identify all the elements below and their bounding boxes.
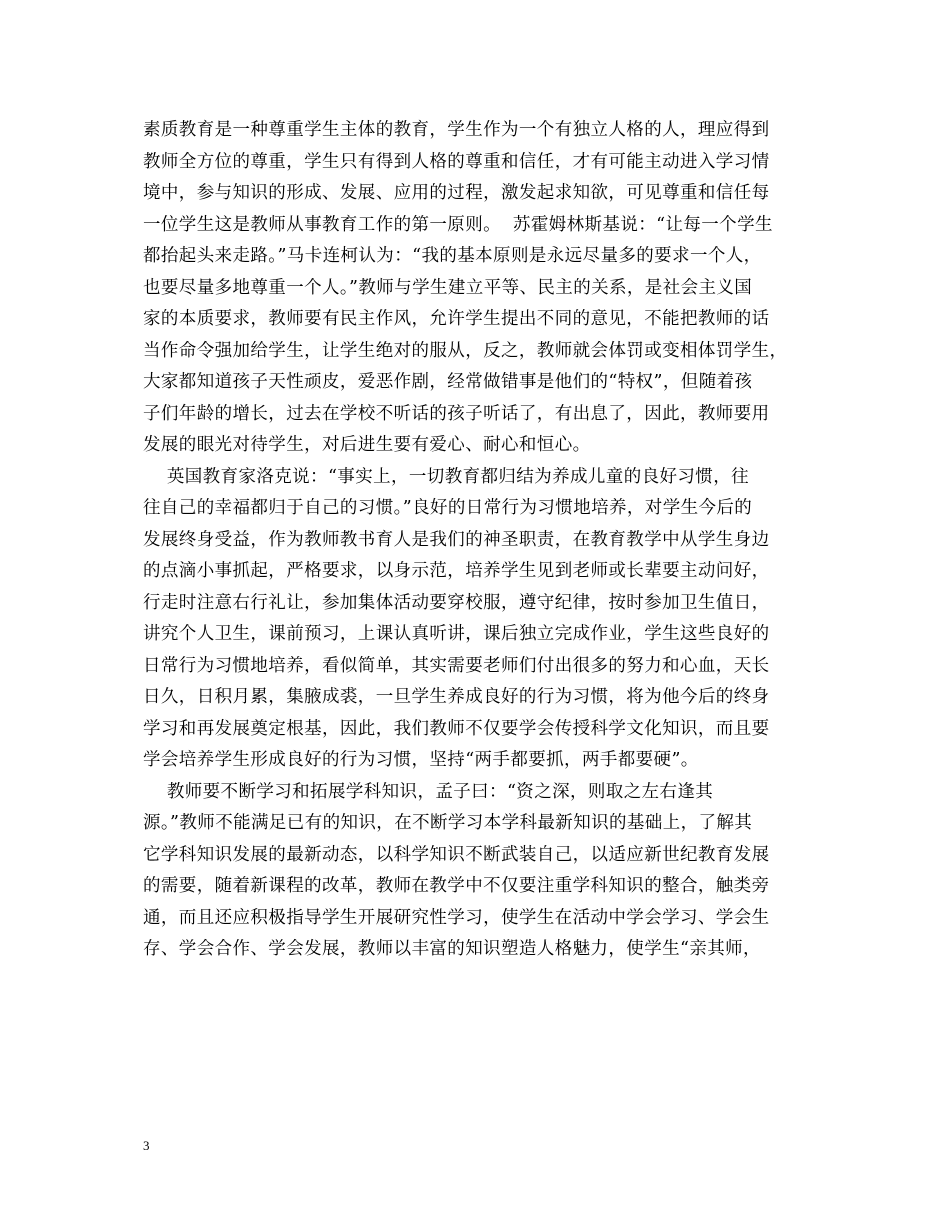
text-line: 境中，参与知识的形成、发展、应用的过程，激发起求知欲，可见尊重和信任每 bbox=[143, 183, 770, 203]
text-line: 大家都知道孩子天性顽皮，爱恶作剧，经常做错事是他们的“特权”，但随着孩 bbox=[143, 372, 753, 392]
text-line: 都抬起头来走路。”马卡连柯认为：“我的基本原则是永远尽量多的要求一个人， bbox=[143, 246, 762, 266]
text-line: 日常行为习惯地培养，看似简单，其实需要老师们付出很多的努力和心血，天长 bbox=[143, 655, 770, 676]
text-line: 讲究个人卫生，课前预习，上课认真听讲，课后独立完成作业，学生这些良好的 bbox=[143, 624, 770, 644]
text-line: 发展的眼光对待学生，对后进生要有爱心、耐心和恒心。 bbox=[143, 435, 591, 455]
text-line: 往自己的幸福都归于自己的习惯。”良好的日常行为习惯地培养，对学生今后的 bbox=[143, 498, 753, 518]
text-line: 通，而且还应积极指导学生开展研究性学习，使学生在活动中学会学习、学会生 bbox=[143, 907, 770, 928]
text-line: 一位学生这是教师从事教育工作的第一原则。 苏霍姆林斯基说：“让每一个学生 bbox=[143, 214, 773, 235]
text-line: 的点滴小事抓起，严格要求，以身示范，培养学生见到老师或长辈要主动问好， bbox=[143, 561, 770, 581]
text-line: 的需要，随着新课程的改革，教师在教学中不仅要注重学科知识的整合，触类旁 bbox=[143, 876, 770, 896]
text-line: 当作命令强加给学生，让学生绝对的服从，反之，教师就会体罚或变相体罚学生， bbox=[143, 340, 788, 361]
text-line: 发展终身受益，作为教师教书育人是我们的神圣职责，在教育教学中从学生身边 bbox=[143, 529, 770, 550]
text-line: 教师要不断学习和拓展学科知识，孟子曰：“资之深，则取之左右逢其 bbox=[143, 781, 714, 802]
text-line: 素质教育是一种尊重学生主体的教育，学生作为一个有独立人格的人，理应得到 bbox=[143, 120, 770, 140]
text-line: 它学科知识发展的最新动态，以科学知识不断武装自己，以适应新世纪教育发展 bbox=[143, 844, 770, 865]
paragraph bbox=[143, 115, 815, 462]
text-line: 学习和再发展奠定根基，因此，我们教师不仅要学会传授科学文化知识，而且要 bbox=[143, 718, 770, 739]
text-line: 家的本质要求，教师要有民主作风，允许学生提出不同的意见，不能把教师的话 bbox=[143, 309, 770, 329]
text-line: 行走时注意右行礼让，参加集体活动要穿校服，遵守纪律，按时参加卫生值日， bbox=[143, 592, 770, 613]
body-text bbox=[143, 115, 815, 966]
text-line: 英国教育家洛克说：“事实上，一切教育都归结为养成儿童的良好习惯，往 bbox=[143, 466, 749, 487]
text-line: 教师全方位的尊重，学生只有得到人格的尊重和信任，才有可能主动进入学习情 bbox=[143, 151, 770, 172]
text-line: 日久，日积月累，集腋成裘，一旦学生养成良好的行为习惯，将为他今后的终身 bbox=[143, 687, 770, 707]
text-line: 学会培养学生形成良好的行为习惯，坚持“两手都要抓，两手都要硬”。 bbox=[143, 750, 699, 770]
paragraph bbox=[143, 462, 815, 777]
text-line: 存、学会合作、学会发展，教师以丰富的知识塑造人格魅力，使学生“亲其师， bbox=[143, 939, 761, 959]
text-line: 源。”教师不能满足已有的知识，在不断学习本学科最新知识的基础上，了解其 bbox=[143, 813, 753, 833]
text-line: 子们年龄的增长，过去在学校不听话的孩子听话了，有出息了，因此，教师要用 bbox=[143, 403, 770, 424]
page-number: 3 bbox=[143, 1138, 150, 1153]
text-line: 也要尽量多地尊重一个人。”教师与学生建立平等、民主的关系，是社会主义国 bbox=[143, 277, 753, 298]
paragraph bbox=[143, 777, 815, 966]
